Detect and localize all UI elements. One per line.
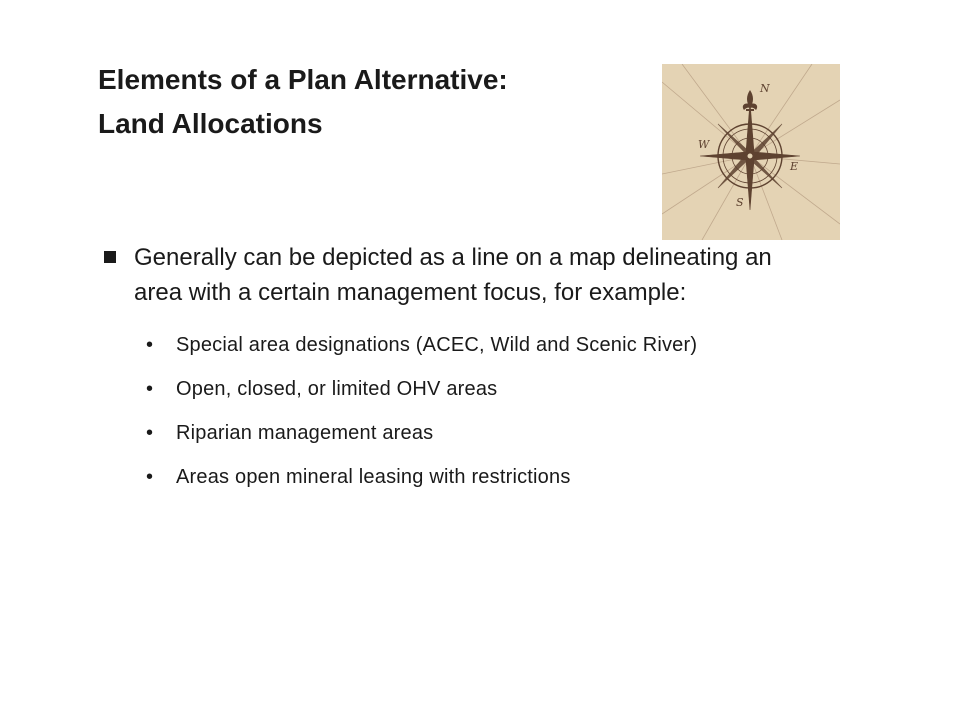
list-item xyxy=(98,420,818,447)
svg-text:W: W xyxy=(698,138,710,151)
title-line-1: Elements of a Plan Alternative: xyxy=(98,64,508,95)
svg-text:S: S xyxy=(736,196,744,209)
slide-content xyxy=(98,240,818,508)
title-line-2: Land Allocations xyxy=(98,108,323,139)
list-item-text: Open, closed, or limited OHV areas xyxy=(176,378,498,400)
sub-bullet-list xyxy=(98,332,818,491)
compass-rose-icon xyxy=(662,64,840,240)
slide-title xyxy=(98,58,658,146)
main-bullet-text: Generally can be depicted as a line on a map delineating an area with a certain management focus, for example: xyxy=(134,244,772,306)
list-item-text: Riparian management areas xyxy=(176,422,434,444)
list-item xyxy=(98,376,818,403)
main-bullet xyxy=(98,240,818,310)
list-item-text: Special area designations (ACEC, Wild and Scenic River) xyxy=(176,334,698,356)
list-item-text: Areas open mineral leasing with restrictions xyxy=(176,466,571,488)
dot-bullet-icon: • xyxy=(146,422,154,444)
dot-bullet-icon: • xyxy=(146,378,154,400)
svg-text:N: N xyxy=(760,82,770,95)
dot-bullet-icon: • xyxy=(146,466,154,488)
svg-text:E: E xyxy=(790,160,799,173)
dot-bullet-icon: • xyxy=(146,334,154,356)
list-item xyxy=(98,464,818,491)
list-item xyxy=(98,332,818,359)
square-bullet-icon xyxy=(104,251,116,263)
